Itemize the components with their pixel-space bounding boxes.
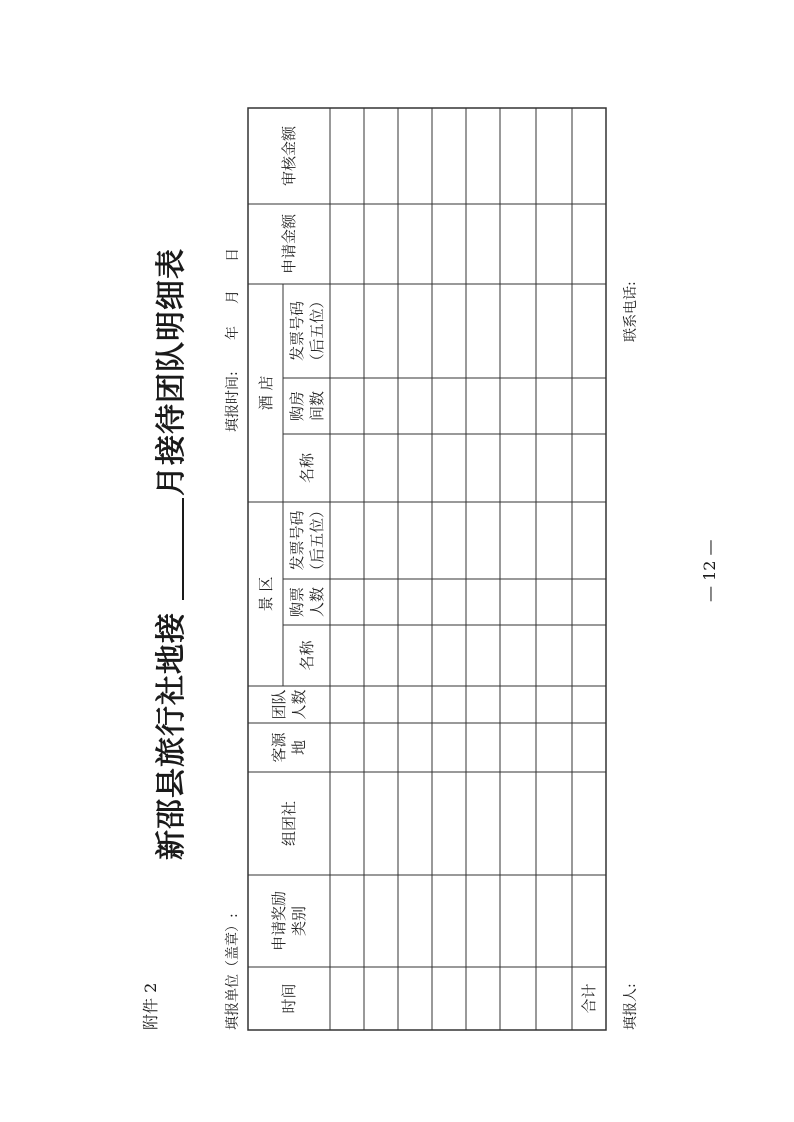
page-number: — 12 — <box>700 539 719 602</box>
total-label: 合计 <box>580 983 598 1014</box>
header-scenic-invoice: 发票号码 （后五位） <box>287 503 326 579</box>
header-source: 客源 地 <box>270 732 308 763</box>
fill-time-label: 填报时间: <box>225 371 241 432</box>
fill-time-day: 日 <box>225 248 241 262</box>
header-tickets: 购票 人数 <box>287 587 326 618</box>
title-left: 新邵县旅行社地接 <box>154 612 189 860</box>
header-audit-amount: 审核金额 <box>280 126 298 187</box>
header-apply-amount: 申请金额 <box>280 214 298 275</box>
filler-label: 填报人: <box>623 983 639 1030</box>
header-reward-type: 申请奖励 类别 <box>270 891 308 952</box>
header-hotel-name: 名称 <box>297 453 316 484</box>
header-team-size: 团队 人数 <box>270 689 308 720</box>
header-scenic: 景 区 <box>256 576 275 612</box>
fill-unit-label: 填报单位（盖章）: <box>225 913 241 1030</box>
header-rooms: 购房 间数 <box>287 391 326 422</box>
header-time: 时间 <box>280 983 298 1014</box>
fill-time-month: 月 <box>225 290 241 304</box>
header-agency: 组团社 <box>280 801 298 847</box>
fill-time-year: 年 <box>225 326 241 340</box>
title-right: 月接待团队明细表 <box>154 248 189 496</box>
attachment-label: 附件 2 <box>141 982 160 1030</box>
header-hotel-invoice: 发票号码 （后五位） <box>287 293 326 369</box>
contact-label: 联系电话: <box>623 281 639 342</box>
header-scenic-name: 名称 <box>297 640 316 671</box>
title-blank-line <box>182 498 184 600</box>
header-hotel: 酒 店 <box>256 375 275 411</box>
